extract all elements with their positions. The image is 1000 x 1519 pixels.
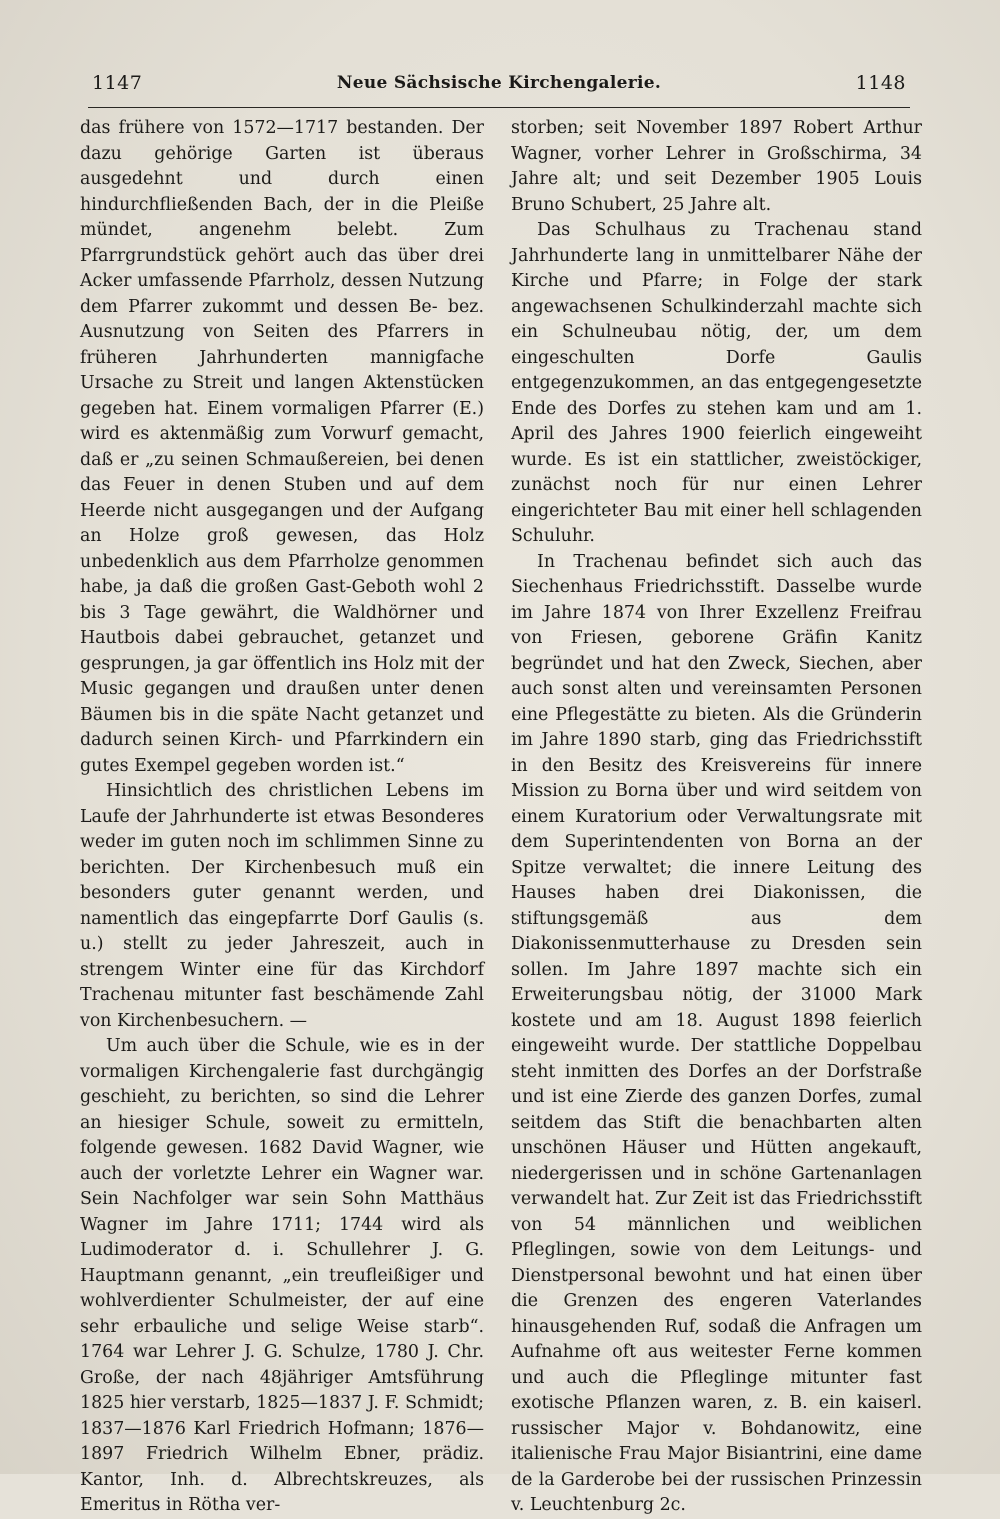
header-rule	[88, 107, 910, 108]
left-column	[80, 116, 484, 1519]
page-number-right: 1148	[855, 72, 906, 94]
left-paragraph-3: Um auch über die Schule, wie es in der vormaligen Kirchengalerie fast durchgängig geschieht, zu berichten, so sind die Lehrer an hiesiger Schule, soweit zu ermitteln, folgende gewesen. 1682 David Wagner, wie auch der vorletzte Lehrer ein Wagner war. Sein Nachfolger war sein Sohn Matthäus Wagner im Jahre 1711; 1744 wird als Ludimoderator d. i. Schullehrer J. G. Hauptmann genannt, „ein treufleißiger und wohlverdienter Schulmeister, der auf eine sehr erbauliche und selige Weise starb“. 1764 war Lehrer J. G. Schulze, 1780 J. Chr. Große, der nach 48jähriger Amtsführung 1825 hier verstarb, 1825—1837 J. F. Schmidt; 1837—1876 Karl Friedrich Hofmann; 1876—1897 Friedrich Wilhelm Ebner, prädiz. Kantor, Inh. d. Albrechtskreuzes, als Emeritus in Rötha ver-	[80, 1036, 484, 1515]
left-paragraph-1: das frühere von 1572—1717 bestanden. Der dazu gehörige Garten ist überaus ausgedehnt und durch einen hindurchfließenden Bach, der in die Pleiße mündet, angenehm belebt. Zum Pfarrgrundstück gehört auch das über drei Acker umfassende Pfarrholz, dessen Nutzung dem Pfarrer zukommt und dessen Be- bez. Ausnutzung von Seiten des Pfarrers in früheren Jahrhunderten mannigfache Ursache zu Streit und langen Aktenstücken gegeben hat. Einem vormaligen Pfarrer (E.) wird es aktenmäßig zum Vorwurf gemacht, daß er „zu seinen Schmaußereien, bei denen das Feuer in denen Stuben und auf dem Heerde nicht ausgegangen und der Aufgang an Holze groß gewesen, das Holz unbedenklich aus dem Pfarrholze genommen habe, ja daß die großen Gast-Geboth wohl 2 bis 3 Tage gewährt, die Waldhörner und Hautbois dabei gebrauchet, getanzet und gesprungen, ja gar öffentlich ins Holz mit der Music gegangen und draußen unter denen Bäumen bis in die späte Nacht getanzet und dadurch seinen Kirch- und Pfarrkindern ein gutes Exempel gegeben worden ist.“	[80, 118, 484, 776]
left-paragraph-2: Hinsichtlich des christlichen Lebens im Laufe der Jahrhunderte ist etwas Besonderes weder im guten noch im schlimmen Sinne zu berichten. Der Kirchenbesuch muß ein besonders guter genannt werden, und namentlich das eingepfarrte Dorf Gaulis (s. u.) stellt zu jeder Jahreszeit, auch in strengem Winter eine für das Kirchdorf Trachenau mitunter fast beschämende Zahl von Kirchenbesuchern. —	[80, 781, 484, 1031]
page-header	[92, 72, 906, 102]
page-number-left: 1147	[92, 72, 143, 94]
right-paragraph-2: Das Schulhaus zu Trachenau stand Jahrhunderte lang in unmittelbarer Nähe der Kirche und Pfarre; in Folge der stark angewachsenen Schulkinderzahl machte sich ein Schulneubau nötig, der, um dem eingeschulten Dorfe Gaulis entgegenzukommen, an das entgegengesetzte Ende des Dorfes zu stehen kam und am 1. April des Jahres 1900 feierlich eingeweiht wurde. Es ist ein stattlicher, zweistöckiger, zunächst noch für nur einen Lehrer eingerichteter Bau mit einer hell schlagenden Schuluhr.	[511, 220, 922, 546]
right-paragraph-1: storben; seit November 1897 Robert Arthur Wagner, vorher Lehrer in Großschirma, 34 Jahre alt; und seit Dezember 1905 Louis Bruno Schubert, 25 Jahre alt.	[511, 118, 922, 215]
right-column	[511, 116, 922, 1519]
running-title: Neue Sächsische Kirchengalerie.	[336, 73, 662, 93]
right-paragraph-3: In Trachenau befindet sich auch das Siechenhaus Friedrichsstift. Dasselbe wurde im Jahre 1874 von Ihrer Exzellenz Freifrau von Friesen, geborene Gräfin Kanitz begründet und hat den Zweck, Siechen, aber auch sonst alten und vereinsamten Personen eine Pflegestätte zu bieten. Als die Gründerin im Jahre 1890 starb, ging das Friedrichsstift in den Besitz des Kreisvereins für innere Mission zu Borna über und wird seitdem von einem Kuratorium oder Verwaltungsrate mit dem Superintendenten von Borna an der Spitze verwaltet; die innere Leitung des Hauses haben drei Diakonissen, die stiftungsgemäß aus dem Diakonissenmutterhause zu Dresden sein sollen. Im Jahre 1897 machte sich ein Erweiterungsbau nötig, der 31000 Mark kostete und am 18. August 1898 feierlich eingeweiht wurde. Der stattliche Doppelbau steht inmitten des Dorfes an der Dorfstraße und ist eine Zierde des ganzen Dorfes, zumal seitdem das Stift die benachbarten alten unschönen Häuser und Hütten angekauft, niedergerissen und in schöne Gartenanlagen verwandelt hat. Zur Zeit ist das Friedrichsstift von 54 männlichen und weiblichen Pfleglingen, sowie von dem Leitungs- und Dienstpersonal bewohnt und hat einen über die Grenzen des engeren Vaterlandes hinausgehenden Ruf, sodaß die Anfragen um Aufnahme oft aus weitester Ferne kommen und auch die Pfleglinge mitunter fast exotische Pflanzen waren, z. B. ein kaiserl. russischer Major v. Bohdanowitz, eine italienische Frau Major Bisiantrini, eine dame de la Garderobe bei der russischen Prinzessin v. Leuchtenburg 2c.	[511, 551, 922, 1515]
